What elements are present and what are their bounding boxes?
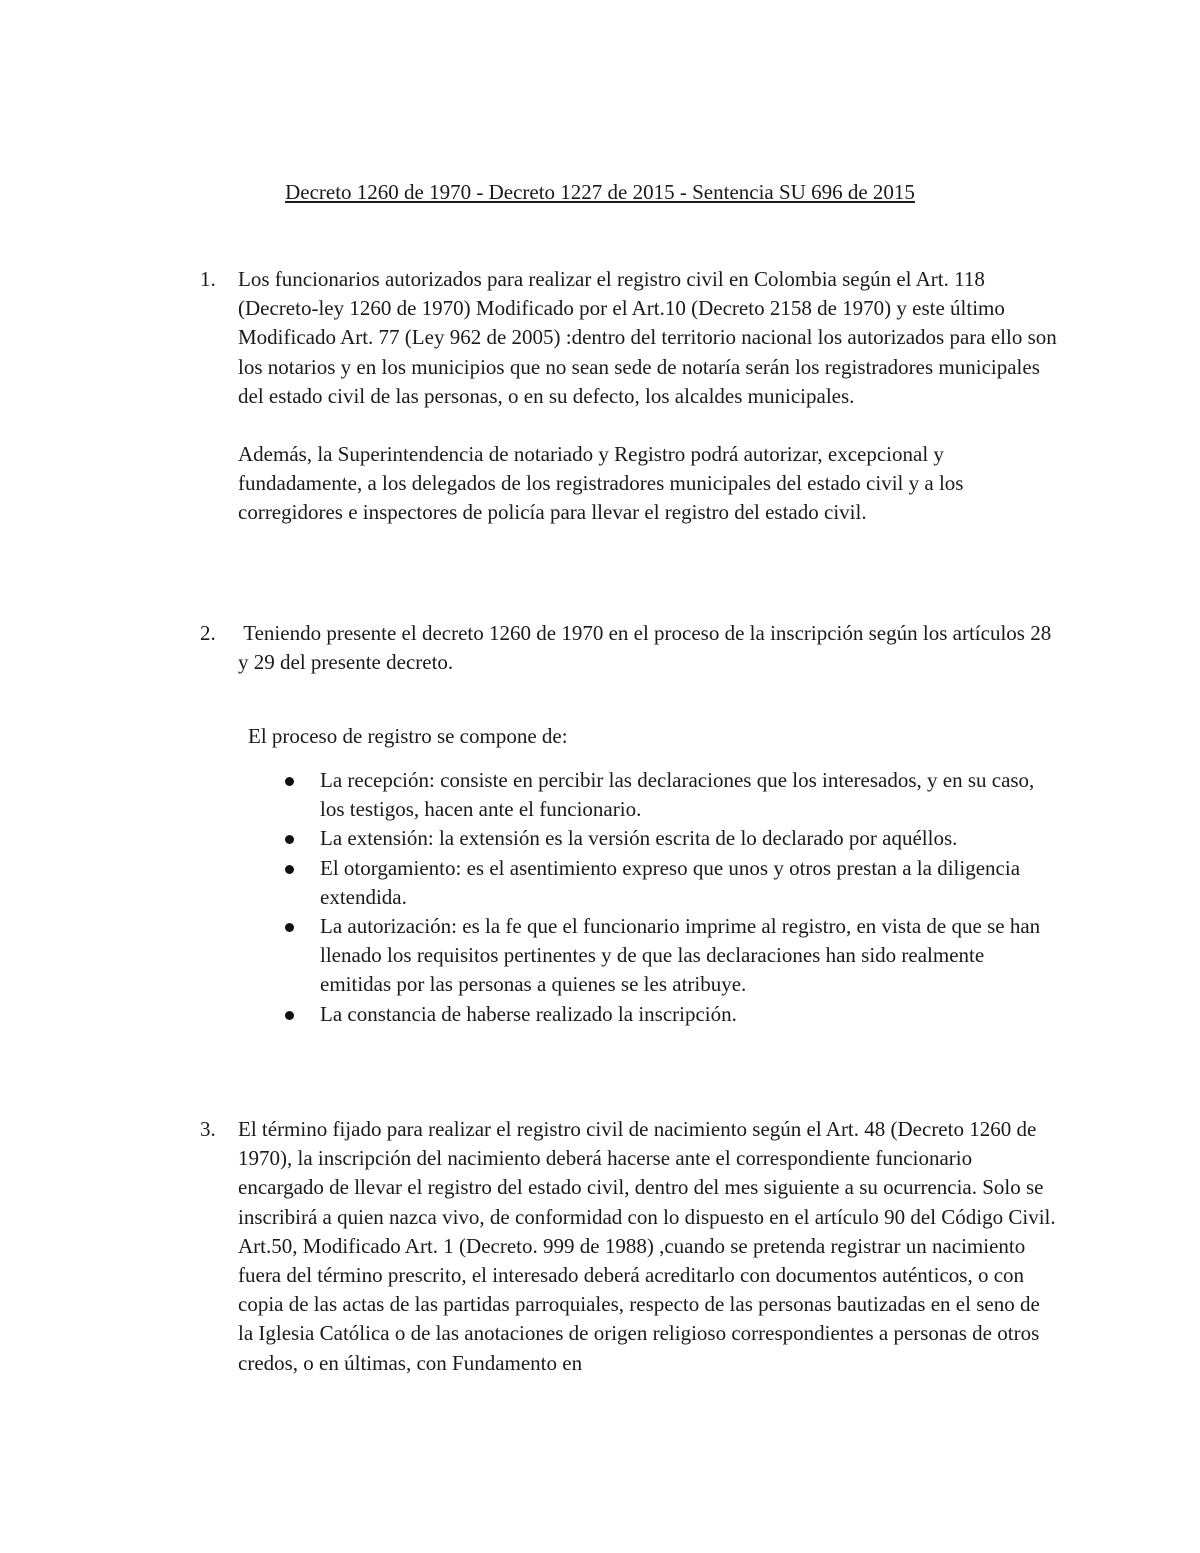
bullet-icon xyxy=(285,835,294,844)
list-item xyxy=(280,766,1060,824)
process-steps-list xyxy=(280,766,1060,1029)
item-number: 2. xyxy=(200,621,216,645)
document-title: Decreto 1260 de 1970 - Decreto 1227 de 2015 - Sentencia SU 696 de 2015 xyxy=(285,180,915,204)
process-step-text: La constancia de haberse realizado la inscripción. xyxy=(320,1001,737,1026)
list-item-3 xyxy=(200,1115,1060,1378)
bullet-icon xyxy=(285,777,294,786)
list-item xyxy=(280,824,1060,853)
item-1-paragraph-1: Los funcionarios autorizados para realizar el registro civil en Colombia según el Art. 118 (Decreto-ley 1260 de 1970) Modificado por el Art.10 (Decreto 2158 de 1970) y este último Modificado Art. 77 (Ley 962 de 2005) :dentro del territorio nacional los autorizados para ello son los notarios y en los municipios que no sean sede de notaría serán los registradores municipales del estado civil de las personas, o en su defecto, los alcaldes municipales. xyxy=(238,267,1057,408)
list-item xyxy=(280,1000,1060,1029)
item-3-paragraph: El término fijado para realizar el registro civil de nacimiento según el Art. 48 (Decreto 1260 de 1970), la inscripción del nacimiento deberá hacerse ante el correspondiente funcionario encargado de llevar el registro del estado civil, dentro del mes siguiente a su ocurrencia. Solo se inscribirá a quien nazca vivo, de conformidad con lo dispuesto en el artículo 90 del Código Civil. Art.50, Modificado Art. 1 (Decreto. 999 de 1988) ,cuando se pretenda registrar un nacimiento fuera del término prescrito, el interesado deberá acreditarlo con documentos auténticos, o con copia de las actas de las partidas parroquiales, respecto de las personas bautizadas en el seno de la Iglesia Católica o de las anotaciones de origen religioso correspondientes a personas de otros credos, o en últimas, con Fundamento en xyxy=(238,1117,1056,1375)
item-number: 3. xyxy=(200,1117,216,1141)
process-step-text: La autorización: es la fe que el funcionario imprime al registro, en vista de que se han llenado los requisitos pertinentes y de que las declaraciones han sido realmente emitidas por las personas a quienes se les atribuye. xyxy=(320,914,1041,997)
process-step-text: La recepción: consiste en percibir las declaraciones que los interesados, y en su caso, los testigos, hacen ante el funcionario. xyxy=(320,768,1035,822)
bullet-icon xyxy=(285,865,294,874)
list-item xyxy=(280,854,1060,912)
item-1-paragraph-2: Además, la Superintendencia de notariado y Registro podrá autorizar, excepcional y fundadamente, a los delegados de los registradores municipales del estado civil y a los corregidores e inspectores de policía para llevar el registro del estado civil. xyxy=(238,442,964,525)
bullet-icon xyxy=(285,1011,294,1020)
item-number: 1. xyxy=(200,267,216,291)
process-step-text: La extensión: la extensión es la versión escrita de lo declarado por aquéllos. xyxy=(320,826,958,851)
process-step-text: El otorgamiento: es el asentimiento expreso que unos y otros prestan a la diligencia extendida. xyxy=(320,855,1021,909)
list-item-1 xyxy=(200,265,1060,528)
item-2-paragraph: Teniendo presente el decreto 1260 de 1970 en el proceso de la inscripción según los artículos 28 y 29 del presente decreto. xyxy=(238,621,1057,675)
bullet-icon xyxy=(285,923,294,932)
list-item xyxy=(280,912,1060,1000)
list-item-2 xyxy=(200,619,1060,677)
process-intro: El proceso de registro se compone de: xyxy=(248,724,568,748)
